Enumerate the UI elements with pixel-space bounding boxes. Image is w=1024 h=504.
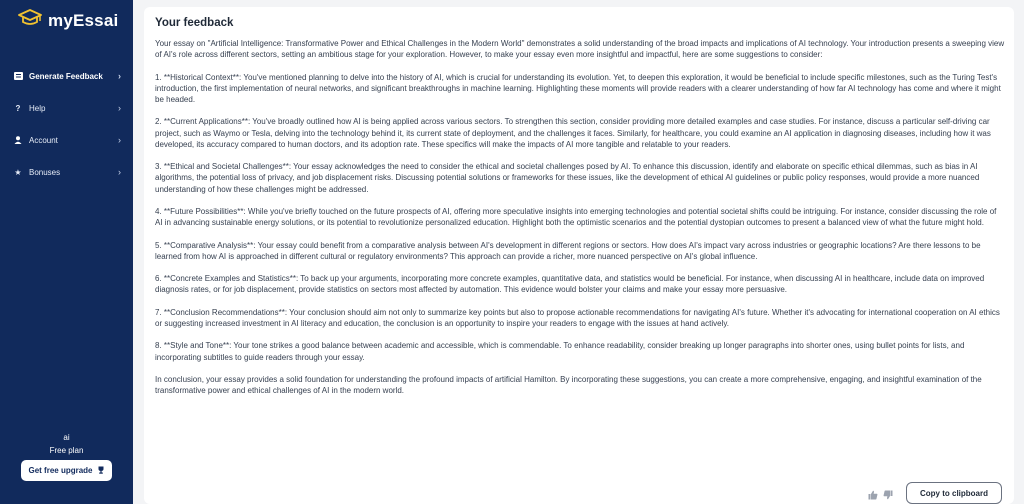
feedback-paragraph: 2. **Current Applications**: You've broadly outlined how AI is being applied across various sectors. To strengthen this section, consider providing more detailed examples and case studies. For instance, discuss a particular self-driving car project, such as Waymo or Tesla, delving into the technology behind it, its current state of deployment, and the challenges it faces. Similarly, for healthcare, you could examine an AI application in diagnosing diseases, including how it was developed, its accuracy compared to human doctors, and its adoption rate. These specifics will make the impacts of AI more tangible and relatable to your readers. — [155, 117, 991, 149]
sidebar-item-label: Account — [29, 135, 58, 145]
feedback-card — [144, 7, 1014, 504]
rating-controls — [868, 487, 893, 504]
sidebar-item-account[interactable] — [0, 124, 133, 156]
chevron-right-icon: › — [118, 71, 121, 81]
sidebar — [0, 0, 133, 504]
feedback-paragraph: 5. **Comparative Analysis**: Your essay could benefit from a comparative analysis between AI's development in different regions or sectors. How does AI's impact vary across industries or geographic locations? Are there lessons to be learned from how AI is approached in different cultural or regulatory environments? This approach can provide a richer, more nuanced perspective on AI's global influence. — [155, 240, 981, 261]
question-icon: ? — [15, 103, 21, 113]
chevron-right-icon: › — [118, 103, 121, 113]
feedback-paragraph: Your essay on "Artificial Intelligence: Transformative Power and Ethical Challenges in the Modern World" demonstrates a solid understanding of the broad impacts and implications of AI technology. Your introduction presents a sweeping view of AI's role across different sectors, setting an ambitious stage for your exploration. However, to make your essay even more insightful and impactful, here are some suggestions to consider: — [155, 39, 1005, 60]
feedback-paragraph: 3. **Ethical and Societal Challenges**: Your essay acknowledges the need to consider the ethical and societal challenges posed by AI. To enhance this discussion, identify and elaborate on specific ethical dilemmas, such as bias in AI algorithms, the potential loss of privacy, and job displacement risks. Discussing potential solutions or frameworks for these issues, like the development of ethical AI guidelines or public policy responses, would provide a more nuanced understanding of how these challenges might be addressed. — [155, 162, 980, 194]
feedback-paragraph: In conclusion, your essay provides a solid foundation for understanding the profound impacts of artificial Hamilton. By incorporating these suggestions, you can create a more comprehensive, engaging, and insightful examination of the transformative power and ethical challenges of AI in the modern world. — [155, 374, 982, 396]
feedback-text — [155, 38, 1005, 408]
feedback-paragraph: 8. **Style and Tone**: Your tone strikes a good balance between academic and accessible, which is commendable. To enhance readability, consider breaking up longer paragraphs into shorter ones, using bullet points for lists, and incorporating subtitles to guide readers through your essay. — [155, 341, 965, 362]
list-icon — [13, 72, 23, 80]
copy-to-clipboard-button[interactable]: Copy to clipboard — [906, 482, 1002, 504]
sidebar-item-bonuses[interactable] — [0, 156, 133, 188]
upgrade-label: Get free upgrade — [28, 466, 93, 475]
thumbs-up-icon[interactable] — [868, 487, 878, 504]
chevron-right-icon: › — [118, 135, 121, 145]
page-title: Your feedback — [155, 17, 234, 29]
logo[interactable] — [18, 9, 118, 32]
sidebar-item-label: Help — [29, 103, 46, 113]
sidebar-item-label: Generate Feedback — [29, 71, 103, 81]
chevron-right-icon: › — [118, 167, 121, 177]
app-name: myEssai — [48, 10, 119, 30]
thumbs-down-icon[interactable] — [883, 487, 893, 504]
feedback-paragraph: 7. **Conclusion Recommendations**: Your conclusion should aim not only to summarize key points but also to propose actionable recommendations for navigating AI's future. Whether it's advocating for international cooperation on AI ethics or suggesting increased investment in AI literacy and education, the conclusion is an opportunity to inspire your readers to engage with the issues at hand actively. — [155, 307, 1000, 328]
sidebar-item-help[interactable] — [0, 92, 133, 124]
user-name: ai — [63, 433, 70, 442]
plan-info — [0, 431, 133, 457]
feedback-paragraph: 1. **Historical Context**: You've mentioned planning to delve into the history of AI, which is crucial for understanding its evolution. Yet, to deepen this exploration, it would be beneficial to include specific milestones, such as the Turing Test's introduction, the first implementation of neural networks, and significant breakthroughs in machine learning. Highlighting these moments will provide readers with a clearer understanding of how far AI technology has come and where it might be headed. — [155, 72, 1001, 104]
feedback-paragraph: 6. **Concrete Examples and Statistics**: To back up your arguments, incorporating more concrete examples, quantitative data, and statistics would be beneficial. For instance, when discussing AI in healthcare, include data on improved diagnosis rates, or for job displacement, provide statistics on sectors most affected by automation. This evidence would bolster your claims and make your essay more persuasive. — [155, 274, 985, 295]
user-icon — [13, 136, 23, 144]
star-icon: ★ — [14, 167, 22, 177]
plan-label: Free plan — [49, 446, 84, 455]
sidebar-item-generate-feedback[interactable] — [0, 60, 133, 92]
graduation-cap-icon — [18, 9, 42, 32]
upgrade-button[interactable] — [21, 460, 112, 481]
sidebar-nav — [0, 60, 133, 188]
sidebar-item-label: Bonuses — [29, 167, 61, 177]
trophy-icon — [97, 466, 105, 476]
feedback-paragraph: 4. **Future Possibilities**: While you've briefly touched on the future prospects of AI, offering more speculative insights into emerging technologies and potential societal shifts could be intriguing. For instance, consider discussing the role of AI in advancing sustainable energy solutions, or its potential to revolutionize personalized education. Highlight both the optimistic scenarios and the potential dystopian outcomes to present a balanced view of what the future might hold. — [155, 206, 997, 228]
